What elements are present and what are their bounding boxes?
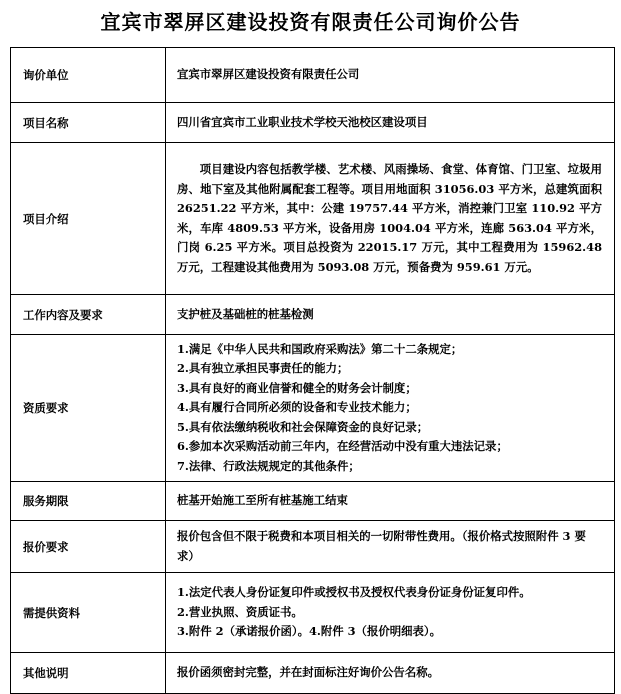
row-value-service-period: 桩基开始施工至所有桩基施工结束	[166, 482, 615, 521]
list-item: 3.具有良好的商业信誉和健全的财务会计制度；	[177, 380, 417, 395]
row-value-project-intro: 项目建设内容包括教学楼、艺术楼、风雨操场、食堂、体育馆、门卫室、垃圾用房、地下室及其他附属配套工程等。项目用地面积 31056.03 平方米，总建筑面积 26251.22 平方米，其中：公建 19757.44 平方米，消控兼门卫室 110.92 平方米，车库 4809.53 平方米，设备用房 1004.04 平方米，连廊 563.04 平方米，门岗 6.25 平方米。项目总投资为 22015.17 万元，其中工程费用为 15962.48 万元，工程建设其他费用为 5093.08 万元，预备费为 959.61 万元。	[166, 143, 615, 295]
row-value-work-content: 支护桩及基础桩的桩基检测	[166, 295, 615, 335]
table-row	[11, 103, 615, 143]
table-row	[11, 521, 615, 573]
list-item: 5.具有依法缴纳税收和社会保障资金的良好记录；	[177, 419, 429, 434]
table-row	[11, 653, 615, 694]
row-label-project-name: 项目名称	[11, 103, 166, 143]
table-row	[11, 295, 615, 335]
row-label-qualification: 资质要求	[11, 335, 166, 482]
row-label-project-intro: 项目介绍	[11, 143, 166, 295]
row-label-inquiry-unit: 询价单位	[11, 48, 166, 103]
row-label-work-content: 工作内容及要求	[11, 295, 166, 335]
row-label-required-documents: 需提供资料	[11, 573, 166, 653]
list-item: 6.参加本次采购活动前三年内，在经营活动中没有重大违法记录；	[177, 439, 508, 454]
list-item: 7.法律、行政法规规定的其他条件；	[177, 458, 360, 473]
table-row	[11, 482, 615, 521]
list-item: 1.满足《中华人民共和国政府采购法》第二十二条规定；	[177, 341, 463, 356]
inquiry-table	[10, 47, 615, 694]
row-value-inquiry-unit: 宜宾市翠屏区建设投资有限责任公司	[166, 48, 615, 103]
row-label-quote-requirement: 报价要求	[11, 521, 166, 573]
table-row	[11, 143, 615, 295]
page-title: 宜宾市翠屏区建设投资有限责任公司询价公告	[100, 10, 521, 34]
row-value-quote-requirement: 报价包含但不限于税费和本项目相关的一切附带性费用。（报价格式按照附件 3 要求）	[166, 521, 615, 573]
row-label-service-period: 服务期限	[11, 482, 166, 521]
list-item: 2.营业执照、资质证书。	[177, 604, 303, 619]
table-row	[11, 48, 615, 103]
list-item: 2.具有独立承担民事责任的能力；	[177, 361, 349, 376]
row-value-required-documents	[166, 573, 615, 653]
row-value-other-notes: 报价函须密封完整，并在封面标注好询价公告名称。	[166, 653, 615, 694]
row-label-other-notes: 其他说明	[11, 653, 166, 694]
table-row	[11, 573, 615, 653]
table-row	[11, 335, 615, 482]
row-value-project-name: 四川省宜宾市工业职业技术学校天池校区建设项目	[166, 103, 615, 143]
list-item: 4.具有履行合同所必须的设备和专业技术能力；	[177, 400, 417, 415]
list-item: 3.附件 2（承诺报价函）。4.附件 3（报价明细表）。	[177, 624, 441, 639]
row-value-qualification	[166, 335, 615, 482]
list-item: 1.法定代表人身份证复印件或授权书及授权代表身份证身份证复印件。	[177, 585, 531, 600]
